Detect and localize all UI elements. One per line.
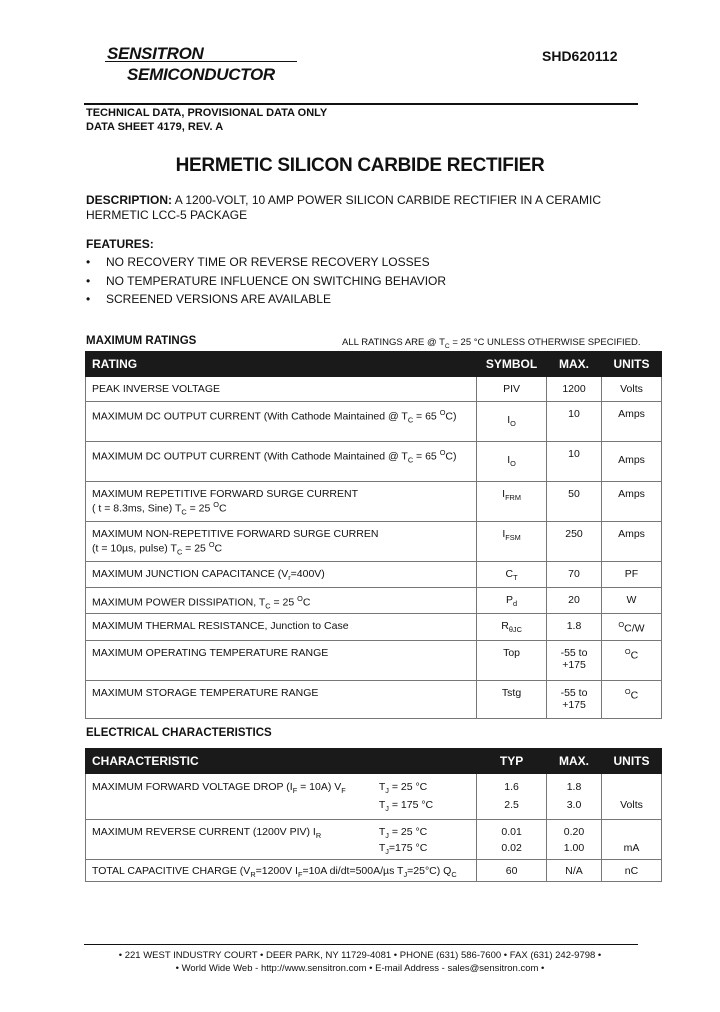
units-cell (602, 819, 662, 840)
header-units: UNITS (602, 352, 662, 377)
condition-cell: $T_J = 175$ °C (373, 795, 477, 819)
max-cell: 10 (547, 442, 602, 482)
units-cell (602, 774, 662, 796)
typ-cell: 60 (477, 860, 547, 882)
units-cell: Amps (602, 522, 662, 562)
symbol-cell: $I_{FRM}$ (477, 482, 547, 522)
bullet: • (86, 292, 91, 306)
table-row (86, 795, 662, 819)
table-row (86, 442, 662, 482)
max-cell: 10 (547, 402, 602, 442)
part-number: SHD620112 (542, 48, 618, 64)
electrical-title: ELECTRICAL CHARACTERISTICS (86, 727, 272, 739)
list-item (86, 253, 446, 272)
symbol-cell: Top (477, 641, 547, 681)
table-row (86, 681, 662, 719)
description (86, 193, 626, 223)
header-typ: TYP (477, 749, 547, 774)
max-cell: 1.00 (547, 840, 602, 860)
units-cell: W (602, 588, 662, 614)
max-cell: -55 to +175 (547, 641, 602, 681)
feature-text: NO TEMPERATURE INFLUENCE ON SWITCHING BEHAVIOR (106, 273, 447, 288)
table-row (86, 377, 662, 402)
condition-cell: $T_J=175$ °C (373, 840, 477, 860)
header-rule (84, 103, 638, 105)
rating-cell: MAXIMUM POWER DISSIPATION, $T_C = 25$ $^O$C (86, 588, 477, 614)
table-row (86, 860, 662, 882)
list-item (86, 290, 446, 309)
footer-web: • World Wide Web - http://www.sensitron.com • E-mail Address - sales@sensitron.com • (175, 963, 545, 974)
footer-address: • 221 WEST INDUSTRY COURT • DEER PARK, NY 11729-4081 • PHONE (631) 586-7600 • FAX (631) 242-9798 • (118, 950, 602, 961)
feature-text: SCREENED VERSIONS ARE AVAILABLE (106, 292, 331, 306)
table-row (86, 562, 662, 588)
rating-cell: PEAK INVERSE VOLTAGE (86, 377, 477, 402)
units-cell: $^O$C (602, 681, 662, 719)
symbol-cell: $I_O$ (477, 442, 547, 482)
units-cell: Volts (602, 377, 662, 402)
description-label: DESCRIPTION: (86, 193, 173, 207)
data-sheet-line: DATA SHEET 4179, REV. A (86, 121, 224, 133)
characteristic-cell: MAXIMUM FORWARD VOLTAGE DROP $(I_F = 10A)$ $V_F$ (86, 774, 373, 796)
header-max: MAX. (547, 749, 602, 774)
condition-cell: $T_J = 25$ °C (373, 774, 477, 796)
feature-text: NO RECOVERY TIME OR REVERSE RECOVERY LOSSES (106, 255, 430, 269)
table-row (86, 482, 662, 522)
typ-cell: 0.02 (477, 840, 547, 860)
units-cell: PF (602, 562, 662, 588)
ratings-note: ALL RATINGS ARE @ $T_C = 25$ °C UNLESS OTHERWISE SPECIFIED. (342, 337, 641, 350)
table-row (86, 774, 662, 796)
typ-cell: 0.01 (477, 819, 547, 840)
header-rating: RATING (86, 352, 477, 377)
units-cell: mA (602, 840, 662, 860)
max-cell: 50 (547, 482, 602, 522)
typ-cell: 2.5 (477, 795, 547, 819)
description-line1: A 1200-VOLT, 10 AMP POWER SILICON CARBIDE RECTIFIER IN A CERAMIC (172, 193, 602, 207)
bullet: • (86, 255, 91, 269)
units-cell: nC (602, 860, 662, 882)
max-cell: 1.8 (547, 774, 602, 796)
units-cell: Amps (602, 482, 662, 522)
symbol-cell: Tstg (477, 681, 547, 719)
characteristic-cell: TOTAL CAPACITIVE CHARGE ($V_R=1200V$ $I_F=10A$ di/dt=500A/µs $T_J=25^\circ C$) $Q_C$ (86, 860, 477, 882)
features-list (86, 253, 446, 309)
symbol-cell: $P_d$ (477, 588, 547, 614)
rating-cell: MAXIMUM OPERATING TEMPERATURE RANGE (86, 641, 477, 681)
logo-semiconductor: SEMICONDUCTOR (127, 65, 275, 84)
logo-underline (105, 61, 297, 62)
table-row (86, 588, 662, 614)
characteristic-cell: MAXIMUM REVERSE CURRENT (1200V PIV) $I_R$ (86, 819, 373, 840)
units-cell: Amps (602, 402, 662, 442)
rating-cell: MAXIMUM NON-REPETITIVE FORWARD SURGE CURREN (t = 10µs, pulse) $T_C = 25$ $^O$C (86, 522, 477, 562)
table-row (86, 840, 662, 860)
typ-cell: 1.6 (477, 774, 547, 796)
electrical-table (85, 748, 662, 882)
characteristic-cell (86, 840, 373, 860)
symbol-cell: $C_T$ (477, 562, 547, 588)
table-row (86, 641, 662, 681)
table-row (86, 402, 662, 442)
max-cell: -55 to +175 (547, 681, 602, 719)
tech-data-block (86, 106, 327, 134)
header-characteristic: CHARACTERISTIC (86, 749, 477, 774)
max-cell: 20 (547, 588, 602, 614)
rating-cell: MAXIMUM STORAGE TEMPERATURE RANGE (86, 681, 477, 719)
max-cell: N/A (547, 860, 602, 882)
units-cell: $^O$C (602, 641, 662, 681)
symbol-cell: $I_O$ (477, 402, 547, 442)
rating-cell: MAXIMUM REPETITIVE FORWARD SURGE CURRENT ( t = 8.3ms, Sine) $T_C = 25$ $^O$C (86, 482, 477, 522)
max-ratings-table (85, 351, 662, 719)
header-units: UNITS (602, 749, 662, 774)
characteristic-cell (86, 795, 373, 819)
table-row (86, 522, 662, 562)
rating-cell: MAXIMUM DC OUTPUT CURRENT (With Cathode Maintained @ $T_C = 65$ $^O$C) (86, 402, 477, 442)
rating-cell: MAXIMUM DC OUTPUT CURRENT (With Cathode Maintained @ $T_C = 65$ $^O$C) (86, 442, 477, 482)
max-ratings-title: MAXIMUM RATINGS (86, 335, 197, 347)
condition-cell: $T_J = 25$ °C (373, 819, 477, 840)
table-header-row (86, 352, 662, 377)
max-cell: 1200 (547, 377, 602, 402)
max-cell: 250 (547, 522, 602, 562)
symbol-cell: $I_{FSM}$ (477, 522, 547, 562)
symbol-cell: $R_{\theta JC}$ (477, 614, 547, 641)
max-cell: 1.8 (547, 614, 602, 641)
bullet: • (86, 273, 91, 288)
rating-cell: MAXIMUM JUNCTION CAPACITANCE $(V_r=400V)$ (86, 562, 477, 588)
logo-sensitron: SENSITRON (107, 44, 204, 63)
footer-rule (84, 944, 638, 945)
page-title: HERMETIC SILICON CARBIDE RECTIFIER (175, 155, 545, 176)
units-cell: Amps (602, 442, 662, 482)
list-item (86, 272, 446, 291)
header-symbol: SYMBOL (477, 352, 547, 377)
table-row (86, 614, 662, 641)
table-header-row (86, 749, 662, 774)
header-max: MAX. (547, 352, 602, 377)
features-title: FEATURES: (86, 237, 154, 251)
symbol-cell: PIV (477, 377, 547, 402)
units-cell: Volts (602, 795, 662, 819)
rating-cell: MAXIMUM THERMAL RESISTANCE, Junction to Case (86, 614, 477, 641)
tech-data-line: TECHNICAL DATA, PROVISIONAL DATA ONLY (86, 107, 328, 119)
table-row (86, 819, 662, 840)
description-line2: HERMETIC LCC-5 PACKAGE (86, 208, 248, 222)
max-cell: 0.20 (547, 819, 602, 840)
max-cell: 70 (547, 562, 602, 588)
max-cell: 3.0 (547, 795, 602, 819)
units-cell: $^O$C/W (602, 614, 662, 641)
